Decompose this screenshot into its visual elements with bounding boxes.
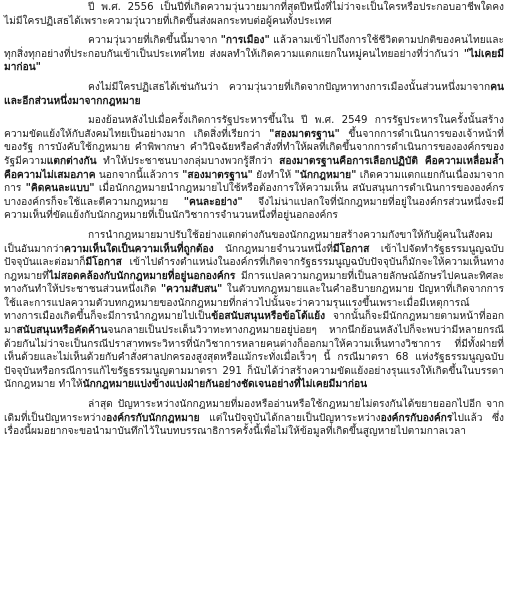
emphasis-text: "ความสับสน" xyxy=(160,284,223,296)
paragraph-text: นอกจากนี้แล้วการ xyxy=(95,169,183,181)
paragraph-text: ในตัวบทกฎหมายและในคำอธิบายกฎหมาย ปัญหาที่เกิดจากการใช้และการแปลความตัวบทกฎหมายของนักกฎหมายที่กล่าวไปนั้นจะว่าความรุนแรงขึ้นเพราะเมื่อมีเหตุการณ์ทางการเมืองเกิดขึ้นก็จะมีการนำกฎหมายไปเป็น xyxy=(4,284,504,323)
emphasis-text: "การเมือง" xyxy=(220,35,270,47)
emphasis-text: ความเห็นใดเป็นความเห็นที่ถูกต้อง xyxy=(64,243,214,255)
paragraph-text: ทำให้ประชาชนบางกลุ่มบางพวกรู้สึกว่า xyxy=(96,155,280,167)
emphasis-text: องค์กรกับนักกฎหมาย xyxy=(106,412,200,424)
paragraph-text: เมื่อนักกฎหมายนำกฎหมายไปใช้หรือต้องการให้ความเห็น สนับสนุนการดำเนินการขององค์กรบางองค์กรก็จะใช้และตีความกฎหมาย xyxy=(4,183,504,208)
emphasis-text: "คนละอย่าง" xyxy=(183,196,243,208)
emphasis-text: สองมาตรฐานคือการเลือกปฏิบัติ คือความเหลื่อมล้ำ คือความไม่เสมอภาค xyxy=(4,155,504,181)
emphasis-text: คนและอีกส่วนหนึ่งมาจากกฎหมาย xyxy=(4,81,504,107)
paragraph-text: ล่าสุด ปัญหาระหว่างนักกฎหมายที่มองหรืออ่านหรือใช้กฎหมายไม่ตรงกันได้ขยายออกไปอีก จากเดิมที่เป็นปัญหาระหว่าง xyxy=(4,399,504,424)
emphasis-text: องค์กรกับองค์กร xyxy=(380,412,453,424)
paragraph-text: คงไม่มีใครปฏิเสธได้เช่นกันว่า ความวุ่นวายที่เกิดจากปัญหาทางการเมืองนั้นส่วนหนึ่งมาจาก xyxy=(88,81,491,93)
paragraph-text: เข้าไปดำรงตำแหน่งในองค์กรที่เกิดจากรัฐธรรมนูญฉบับปัจจุบันก็มักจะให้ความเห็นทางกฎหมายที่ xyxy=(4,257,504,282)
emphasis-text: สนับสนุนหรือคัดค้าน xyxy=(16,325,108,337)
emphasis-text: ไม่สอดคล้องกับนักกฎหมายที่อยู่นอกองค์กร xyxy=(48,270,236,282)
emphasis-text: "นักกฎหมาย" xyxy=(294,169,357,181)
emphasis-text: "ไม่เคยมีมาก่อน" xyxy=(4,48,504,74)
emphasis-text: "คิดคนละแบบ" xyxy=(25,183,95,195)
paragraph-3 xyxy=(4,81,504,108)
paragraph-text: ไปแล้ว ซึ่งเรื่องนี้ผมอยากจะขอนำมาบันทึกไว้ในบทบรรณาธิการครั้งนี้เพื่อไม่ให้ข้อมูลที่เกิดขึ้นสูญหายไปตามกาลเวลา xyxy=(4,412,504,438)
paragraph-text: ยังทำให้ xyxy=(252,169,295,181)
emphasis-text: นักกฎหมายแบ่งข้างแบ่งฝ่ายกันอย่างชัดเจนอย่างที่ไม่เคยมีมาก่อน xyxy=(82,379,368,391)
emphasis-text: "สองมาตรฐาน" xyxy=(182,169,253,181)
paragraph-text: จนกลายเป็นประเด็นวิวาทะทางกฎหมายอยู่บ่อยๆ หากนึกย้อนหลังไปก็จะพบว่ามีหลายกรณีด้วยกันไม่ว่าจะเป็นกรณีปราสาทพระวิหารที่นักวิชาการหลายคนต่างก็ออกมาให้ความเห็นทางวิชาการ ที่มีทั้งฝ่ายที่เห็นด้วยและไม่เห็นด้วยกับคำสั่งศาลปกครองสูงสุดหรือแม้กระทั่งเมื่อเร็วๆ นี้ กรณีมาตรา 68 แห่งรัฐธรรมนูญฉบับปัจจุบันหรือกรณีการแก้ไขรัฐธรรมนูญตามมาตรา 291 ก็นับได้ว่าสร้างความขัดแย้งอย่างรุนแรงให้เกิดขึ้นในบรรดานักกฎหมาย ทำให้ xyxy=(4,325,504,391)
paragraph-4 xyxy=(4,114,504,223)
paragraph-text: เกิดความแตกแยกกันเนื่องมาจากการ xyxy=(4,169,504,195)
paragraph-2 xyxy=(4,34,504,75)
paragraph-text: แต่ในปัจจุบันได้กลายเป็นปัญหาระหว่าง xyxy=(199,412,381,424)
paragraph-6 xyxy=(4,398,504,439)
paragraph-text: ความวุ่นวายที่เกิดขึ้นนี้มาจาก xyxy=(88,35,221,47)
emphasis-text: ข้อสนับสนุนหรือข้อโต้แย้ง xyxy=(211,311,326,323)
emphasis-text: "สองมาตรฐาน" xyxy=(269,128,340,140)
paragraph-text: นักกฎหมายจำนวนหนึ่งที่ xyxy=(213,243,333,255)
emphasis-text: แตกต่างกัน xyxy=(46,155,97,167)
paragraph-text: ขึ้นจากการดำเนินการของเจ้าหน้าที่ของรัฐ การบังคับใช้กฎหมาย คำพิพากษา คำวินิจฉัยหรือคำสั่งที่ทำให้ผลที่เกิดขึ้นจากการดำเนินการขององค์กรของรัฐมีความ xyxy=(4,128,504,167)
paragraph-text: จึงไม่น่าแปลกใจที่นักกฎหมายที่อยู่ในองค์กรส่วนหนึ่งจะมีความเห็นที่ขัดแย้งกับนักกฎหมายที่เป็นนักวิชาการจำนวนหนึ่งที่อยู่นอกองค์กร xyxy=(4,196,504,222)
emphasis-text: มีโอกาส xyxy=(85,257,122,269)
paragraph-1 xyxy=(4,1,504,28)
paragraph-text: มีการแปลความกฎหมายที่เป็นลายลักษณ์อักษรไปคนละทิศละทางกันทำให้ประชาชนส่วนหนึ่งเกิด xyxy=(4,270,504,296)
emphasis-text: มีโอกาส xyxy=(332,243,370,255)
paragraph-text: จากนั้นก็จะมีนักกฎหมายตามหน้าที่ออกมา xyxy=(4,311,504,337)
paragraph-text: แล้วลามเข้าไปถึงการใช้ชีวิตตามปกติของคนไทยและทุกสิ่งทุกอย่างที่ประกอบกันเข้าเป็นประเทศไทย ส่งผลทำให้เกิดความแตกแยกในหมู่คนไทยอย่างที่ว่ากันว่า xyxy=(4,35,504,60)
paragraph-text: เข้าไปจัดทำรัฐธรรมนูญฉบับปัจจุบันและต่อมาก็ xyxy=(4,243,504,269)
paragraph-text: มองย้อนหลังไปเมื่อครั้งเกิดการรัฐประหารขึ้นใน ปี พ.ศ. 2549 การรัฐประหารในครั้งนั้นสร้างความขัดแย้งให้กับสังคมไทยเป็นอย่างมาก เกิดสิ่งที่เรียกว่า xyxy=(4,115,504,140)
paragraph-text: การนำกฎหมายมาปรับใช้อย่างแตกต่างกันของนักกฎหมายสร้างความกังขาให้กับผู้คนในสังคมเป็นอันมากว่า xyxy=(4,229,493,255)
paragraph-text: ปี พ.ศ. 2556 เป็นปีที่เกิดความวุ่นวายมากที่สุดปีหนึ่งที่ไม่ว่าจะเป็นใครหรือประกอบอาชีพใดคงไม่มีใครปฏิเสธได้เพราะความวุ่นวายที่เกิดขึ้นส่งผลกระทบต่อผู้คนทั้งประเทศ xyxy=(4,2,504,27)
paragraph-5 xyxy=(4,229,504,392)
